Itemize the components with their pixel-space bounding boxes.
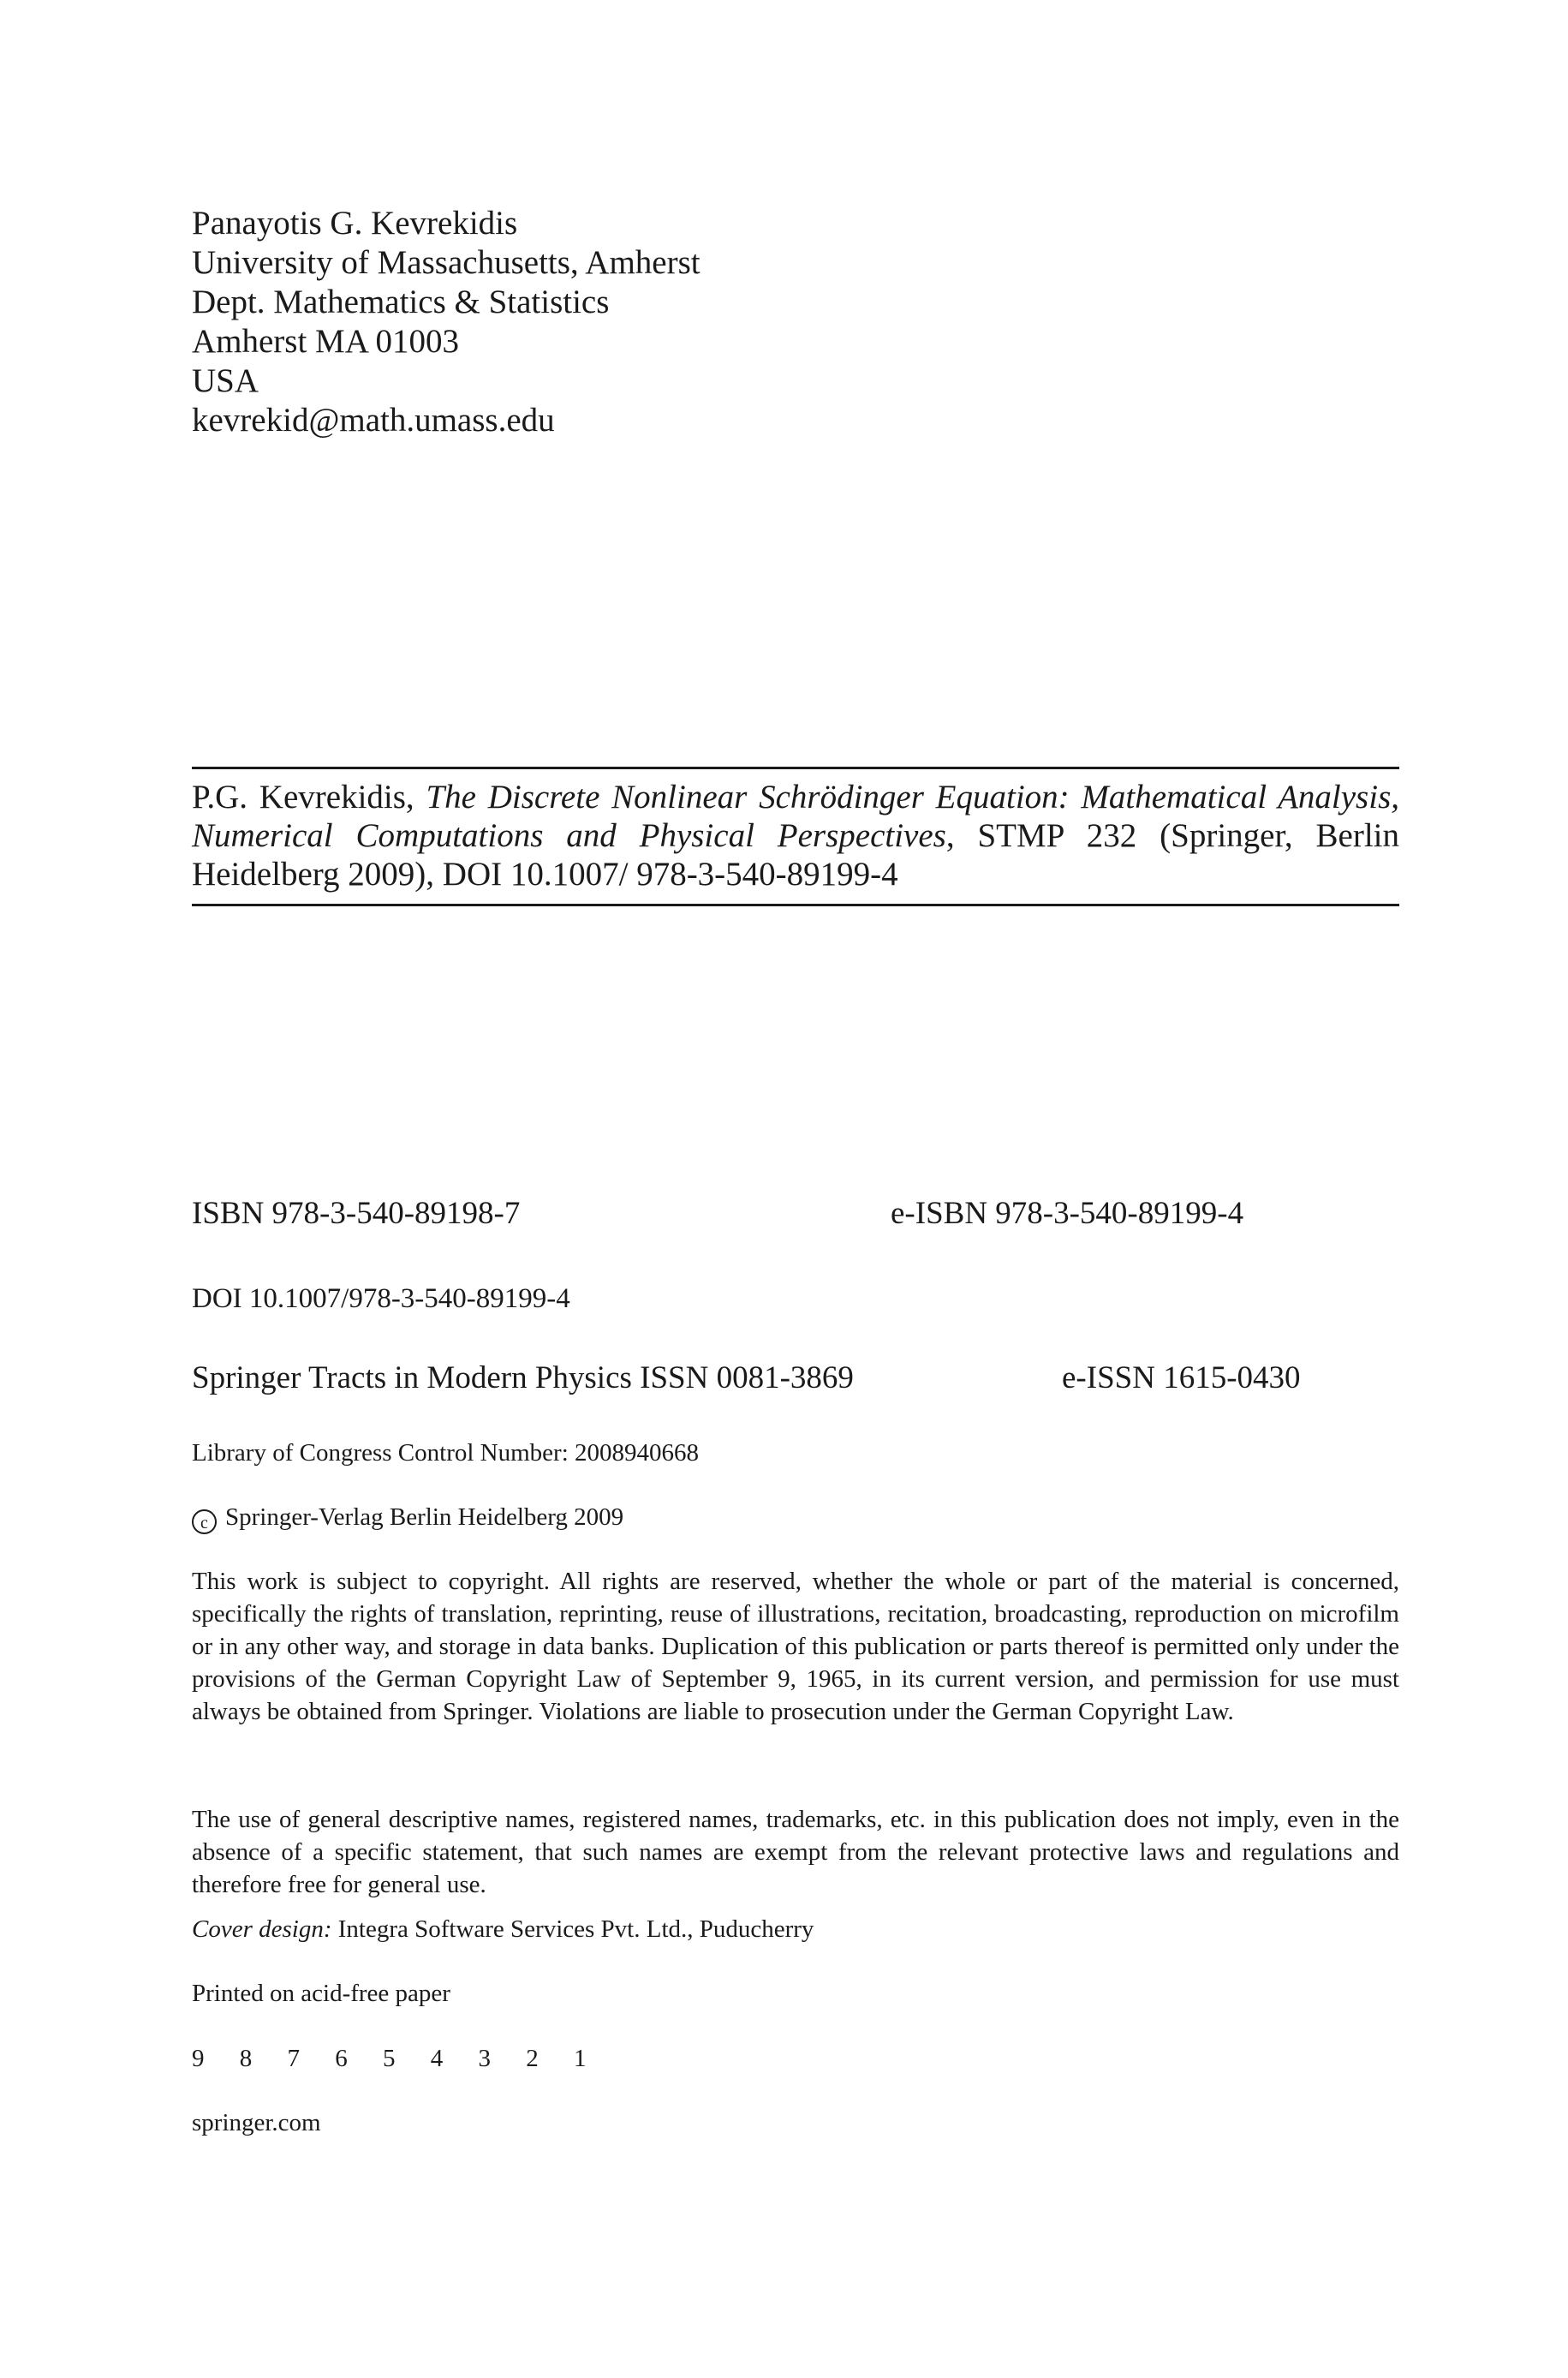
series-issn: Springer Tracts in Modern Physics ISSN 0081-3869 — [192, 1360, 854, 1395]
author-department: Dept. Mathematics & Statistics — [192, 284, 610, 320]
citation-title: The Discrete Nonlinear Schrödinger Equation: Mathematical Analysis, Numerical Computations and Physical Perspectives — [192, 779, 1399, 854]
author-email: kevrekid@math.umass.edu — [192, 402, 555, 439]
series-eissn: e-ISSN 1615-0430 — [1062, 1360, 1301, 1395]
isbn-print: ISBN 978-3-540-89198-7 — [192, 1196, 521, 1231]
author-country: USA — [192, 362, 259, 399]
cover-design-line — [192, 1915, 814, 1944]
citation-details: , STMP 232 (Springer, Berlin Heidelberg 2009), DOI 10.1007/ 978-3-540-89199-4 — [192, 817, 1399, 893]
author-institution: University of Massachusetts, Amherst — [192, 244, 701, 281]
cover-design-value: Integra Software Services Pvt. Ltd., Puducherry — [331, 1915, 814, 1943]
trademark-paragraph: The use of general descriptive names, registered names, trademarks, etc. in this publication does not imply, even in the absence of a specific statement, that such names are exempt from the relevant protective laws and regulations and therefore free for general use. — [192, 1806, 1399, 1898]
isbn-electronic: e-ISBN 978-3-540-89199-4 — [891, 1196, 1244, 1231]
rights-paragraph: This work is subject to copyright. All rights are reserved, whether the whole or part of the material is concerned, specifically the rights of translation, reprinting, reuse of illustrations, recitation, broadcasting, reproduction on microfilm or in any other way, and storage in data banks. Duplication of this publication or parts thereof is permitted only under the provisions of the German Copyright Law of September 9, 1965, in its current version, and permission for use must always be obtained from Springer. Violations are liable to prosecution under the German Copyright Law. — [192, 1568, 1399, 1725]
copyright-holder: Springer-Verlag Berlin Heidelberg 2009 — [225, 1503, 624, 1531]
citation-author: P.G. Kevrekidis, — [192, 779, 426, 816]
author-name: Panayotis G. Kevrekidis — [192, 205, 518, 242]
cover-design-label: Cover design: — [192, 1915, 332, 1943]
copyright-symbol-icon: c — [192, 1509, 217, 1534]
lccn: Library of Congress Control Number: 2008940668 — [192, 1439, 700, 1467]
citation-box — [192, 767, 1399, 906]
paper-note: Printed on acid-free paper — [192, 1980, 450, 2007]
doi: DOI 10.1007/978-3-540-89199-4 — [192, 1283, 570, 1314]
author-address-block — [192, 204, 701, 440]
print-line: 9 8 7 6 5 4 3 2 1 — [192, 2045, 601, 2072]
copyright-line — [192, 1503, 623, 1534]
author-city: Amherst MA 01003 — [192, 323, 459, 360]
website: springer.com — [192, 2109, 321, 2136]
